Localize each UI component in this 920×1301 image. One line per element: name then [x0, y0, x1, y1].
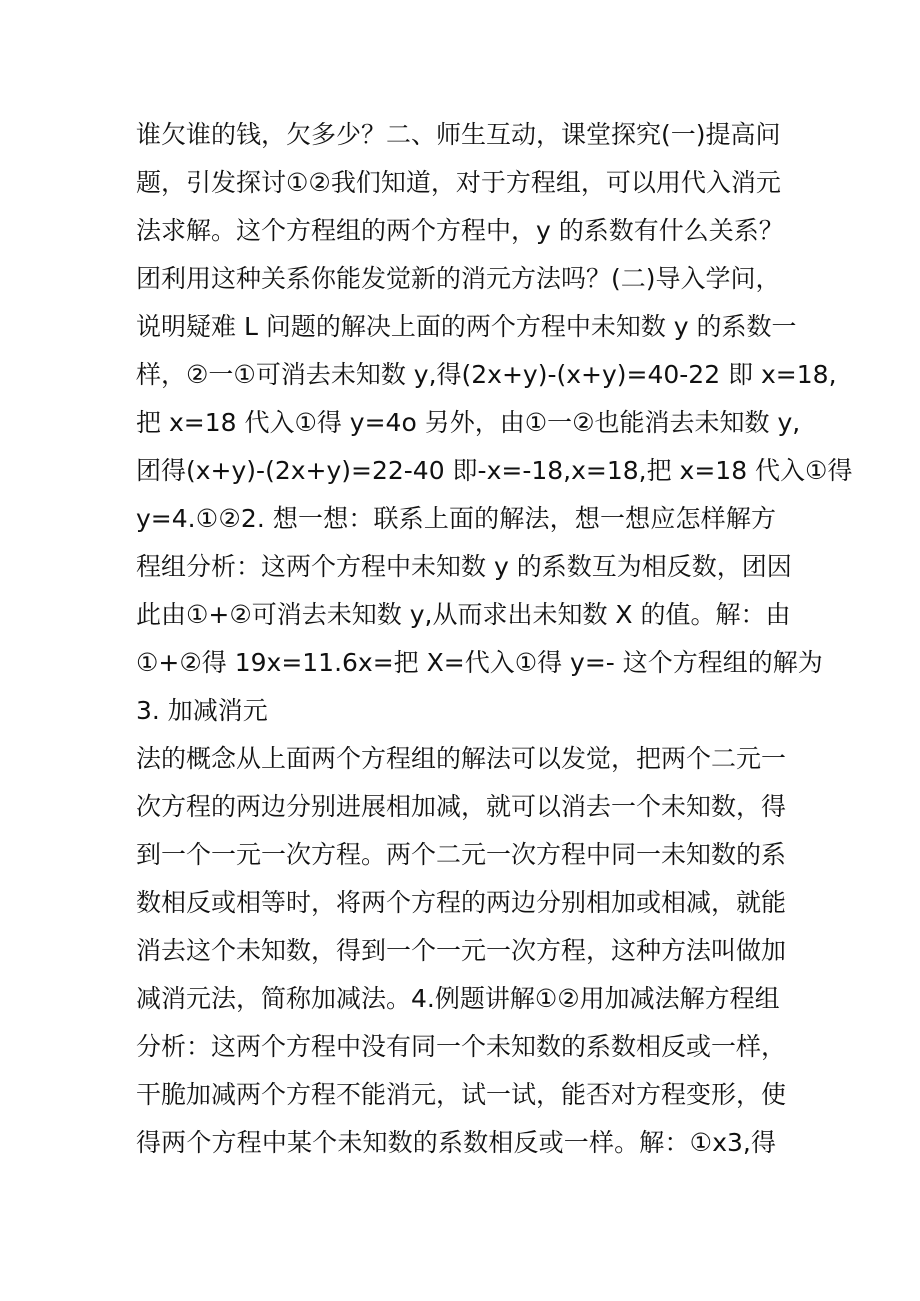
- text-line-1: 谁欠谁的钱，欠多少？二、师生互动，课堂探究(一)提高问: [136, 120, 781, 149]
- text-line-22: 得两个方程中某个未知数的系数相反或一样。解：①x3,得: [136, 1128, 776, 1157]
- text-line-3: 法求解。这个方程组的两个方程中，y 的系数有什么关系？: [136, 216, 784, 245]
- text-line-14: 法的概念从上面两个方程组的解法可以发觉，把两个二元一: [136, 744, 787, 773]
- text-line-10: 程组分析：这两个方程中未知数 y 的系数互为相反数，团因: [136, 552, 792, 581]
- text-line-12: ①+②得 19x=11.6x=把 X=代入①得 y=- 这个方程组的解为: [136, 648, 823, 677]
- text-line-19: 减消元法，简称加减法。4.例题讲解①②用加减法解方程组: [136, 984, 780, 1013]
- text-line-6: 样，②一①可消去未知数 y,得(2x+y)-(x+y)=40-22 即 x=18,: [136, 360, 837, 389]
- text-line-21: 干脆加减两个方程不能消元，试一试，能否对方程变形，使: [136, 1080, 787, 1109]
- text-line-17: 数相反或相等时，将两个方程的两边分别相加或相减，就能: [136, 888, 787, 917]
- text-line-4: 团利用这种关系你能发觉新的消元方法吗？(二)导入学问，: [136, 264, 781, 293]
- text-line-8: 团得(x+y)-(2x+y)=22-40 即-x=-18,x=18,把 x=18 代入①得: [136, 456, 853, 485]
- text-line-5: 说明疑难 L 问题的解决上面的两个方程中未知数 y 的系数一: [136, 312, 797, 341]
- text-line-16: 到一个一元一次方程。两个二元一次方程中同一未知数的系: [136, 840, 787, 869]
- text-line-7: 把 x=18 代入①得 y=4o 另外，由①一②也能消去未知数 y,: [136, 408, 801, 437]
- text-line-15: 次方程的两边分别进展相加减，就可以消去一个未知数，得: [136, 792, 787, 821]
- text-line-13: 3. 加减消元: [136, 696, 268, 725]
- text-line-11: 此由①+②可消去未知数 y,从而求出未知数 X 的值。解：由: [136, 600, 791, 629]
- text-line-18: 消去这个未知数，得到一个一元一次方程，这种方法叫做加: [136, 936, 787, 965]
- text-line-20: 分析：这两个方程中没有同一个未知数的系数相反或一样，: [136, 1032, 787, 1061]
- text-line-2: 题，引发探讨①②我们知道，对于方程组，可以用代入消元: [136, 168, 781, 197]
- text-line-9: y=4.①②2. 想一想：联系上面的解法，想一想应怎样解方: [136, 504, 776, 533]
